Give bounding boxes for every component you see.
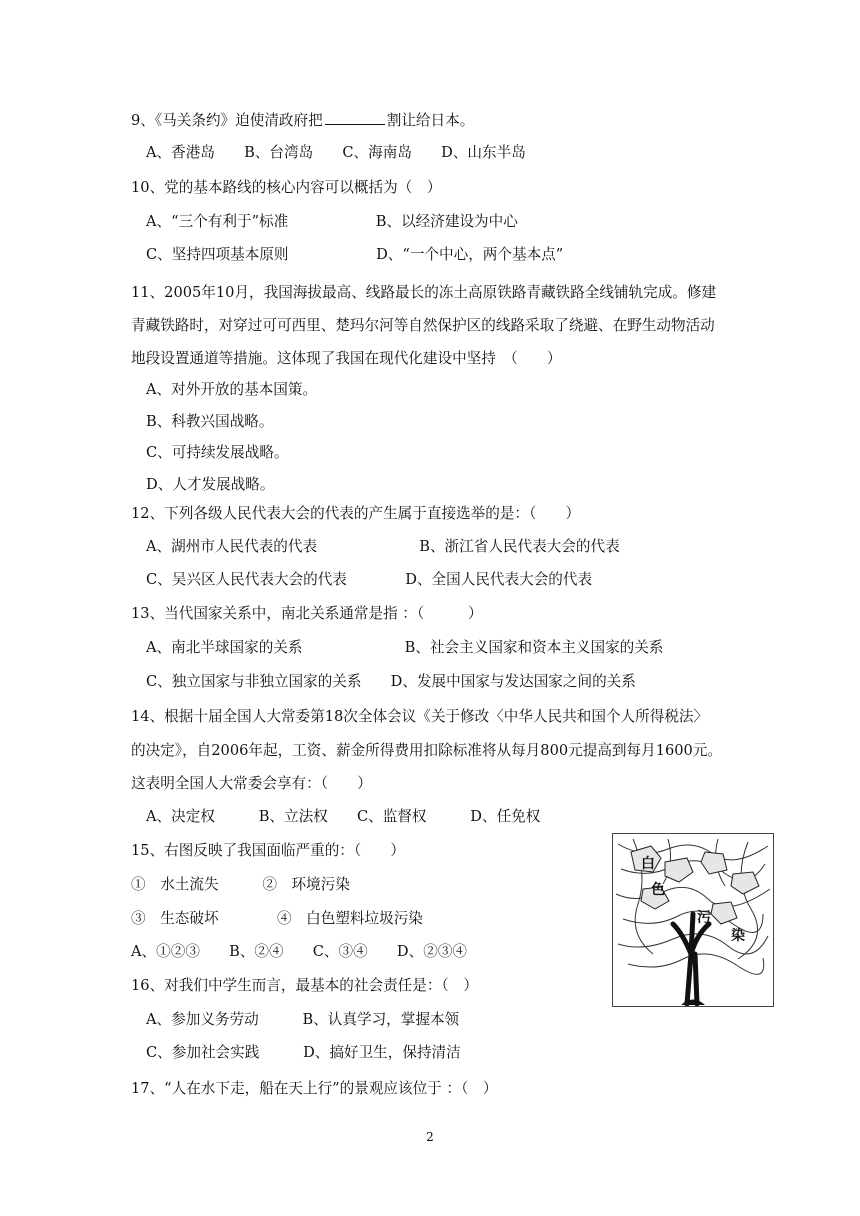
text-line: 12、下列各级人民代表大会的代表的产生属于直接选举的是：（ ） (131, 505, 581, 522)
text-line: A、①②③ B、②④ C、③④ D、②③④ (131, 943, 468, 960)
figure-char-se: 色 (651, 882, 665, 898)
text-line: ③ 生态破坏 ④ 白色塑料垃圾污染 (131, 910, 423, 927)
text-line: 这表明全国人大常委会享有：（ ） (131, 775, 372, 792)
text-line: 16、对我们中学生而言，最基本的社会责任是：（ ） (131, 977, 478, 994)
text-line: B、科教兴国战略。 (146, 413, 274, 430)
white-pollution-tree-image (612, 833, 774, 1007)
text-line: ① 水土流失 ② 环境污染 (131, 876, 350, 893)
figure-char-wu: 污 (697, 910, 711, 926)
text-line: 的决定》，自2006年起，工资、薪金所得费用扣除标准将从每月800元提高到每月1600元。 (131, 742, 723, 759)
question-text: 割让给日本。 (386, 112, 475, 129)
text-line: A、对外开放的基本国策。 (146, 381, 318, 398)
text-line: 15、右图反映了我国面临严重的：（ ） (131, 842, 405, 859)
text-line: 青藏铁路时，对穿过可可西里、楚玛尔河等自然保护区的线路采取了绕避、在野生动物活动 (131, 317, 715, 334)
question-text: 9、《马关条约》迫使清政府把 (131, 112, 323, 129)
text-line: C、吴兴区人民代表大会的代表 D、全国人民代表大会的代表 (146, 571, 593, 588)
text-line: D、人才发展战略。 (146, 476, 275, 493)
text-line (131, 110, 474, 131)
figure-char-bai: 白 (641, 856, 655, 872)
text-line: A、参加义务劳动 B、认真学习，掌握本领 (146, 1011, 460, 1028)
text-line: 10、党的基本路线的核心内容可以概括为（ ） (131, 179, 442, 196)
answer-blank (325, 110, 385, 125)
text-line: C、可持续发展战略。 (146, 444, 289, 461)
text-line: 17、“人在水下走，船在天上行”的景观应该位于 ：（ ） (131, 1080, 498, 1097)
text-line: A、南北半球国家的关系 B、社会主义国家和资本主义国家的关系 (146, 639, 664, 656)
text-line: C、独立国家与非独立国家的关系 D、发展中国家与发达国家之间的关系 (146, 673, 636, 690)
text-line: A、湖州市人民代表的代表 B、浙江省人民代表大会的代表 (146, 538, 620, 555)
text-line: A、“三个有利于”标准 B、以经济建设为中心 (146, 213, 518, 230)
text-line: C、参加社会实践 D、搞好卫生，保持清洁 (146, 1044, 461, 1061)
text-line: A、决定权 B、立法权 C、监督权 D、任免权 (146, 808, 541, 825)
tree-illustration-icon (613, 834, 773, 1006)
figure-char-ran: 染 (731, 928, 745, 944)
text-line: 11、2005年10月，我国海拔最高、线路最长的冻土高原铁路青藏铁路全线铺轨完成。修建 (131, 284, 717, 301)
text-line: 地段设置通道等措施。这体现了我国在现代化建设中坚持 （ ） (131, 350, 562, 367)
text-line: 13、当代国家关系中，南北关系通常是指 ：（ ） (131, 605, 483, 622)
text-line: 14、根据十届全国人大常委第18次全体会议《关于修改〈中华人民共和国个人所得税法〉 (131, 708, 709, 725)
page-number: 2 (426, 1130, 434, 1144)
text-line: A、香港岛 B、台湾岛 C、海南岛 D、山东半岛 (146, 144, 526, 161)
text-line: C、坚持四项基本原则 D、“一个中心，两个基本点” (146, 246, 564, 263)
